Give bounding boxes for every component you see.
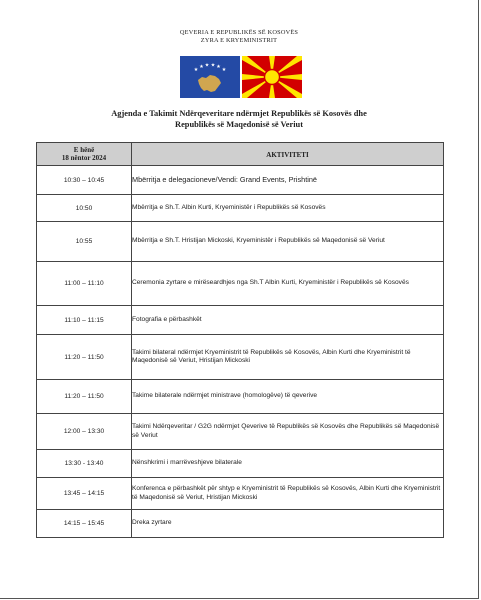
- table-row: [37, 380, 444, 414]
- agenda-table: [36, 142, 444, 538]
- flags-row: [180, 56, 302, 98]
- row-time: 11:00 – 11:10: [37, 262, 132, 306]
- row-time: 13:45 – 14:15: [37, 478, 132, 510]
- agenda-title-line2: Republikës së Maqedonisë së Veriut: [175, 120, 303, 129]
- table-row: [37, 450, 444, 478]
- row-time: 10:55: [37, 222, 132, 262]
- row-time: 11:10 – 11:15: [37, 306, 132, 335]
- agenda-title-line1: Agjenda e Takimit Ndërqeveritare ndërmjet Republikës së Kosovës dhe: [111, 109, 367, 118]
- date-header: [37, 143, 132, 166]
- row-time: 12:00 – 13:30: [37, 414, 132, 450]
- svg-text:★: ★: [199, 64, 204, 70]
- row-activity: Takimi bilateral ndërmjet Kryeministrit të Republikës së Kosovës, Albin Kurti dhe Kryeministrit të Maqedonisë së Veriut, Hristijan Mickoski: [132, 335, 444, 380]
- row-activity: Mbërritja e delegacioneve/Vendi: Grand Events, Prishtinë: [132, 166, 444, 195]
- row-activity: Dreka zyrtare: [132, 510, 444, 538]
- table-row: [37, 195, 444, 222]
- row-time: 10:50: [37, 195, 132, 222]
- svg-text:★: ★: [204, 62, 210, 69]
- row-activity: Takime bilaterale ndërmjet ministrave (homologëve) të qeverive: [132, 380, 444, 414]
- row-time: 13:30 - 13:40: [37, 450, 132, 478]
- table-row: [37, 222, 444, 262]
- table-row: [37, 335, 444, 380]
- table-row: [37, 478, 444, 510]
- table-row: [37, 166, 444, 195]
- north-macedonia-flag: [242, 56, 302, 98]
- table-row: [37, 510, 444, 538]
- svg-text:★: ★: [193, 67, 199, 73]
- row-activity: Fotografia e përbashkët: [132, 306, 444, 335]
- date-weekday: E hënë: [73, 146, 95, 154]
- row-time: 11:20 – 11:50: [37, 335, 132, 380]
- table-row: [37, 262, 444, 306]
- table-row: [37, 414, 444, 450]
- row-activity: Mbërritja e Sh.T. Hristijan Mickoski, Kryeministër i Republikës së Maqedonisë së Veriut: [132, 222, 444, 262]
- row-time: 14:15 – 15:45: [37, 510, 132, 538]
- row-activity: Nënshkrimi i marrëveshjeve bilaterale: [132, 450, 444, 478]
- agenda-title: [0, 108, 478, 130]
- row-activity: Takimi Ndërqeveritar / G2G ndërmjet Qeverive të Republikës së Kosovës dhe Republikës së Maqedonisë së Veriut: [132, 414, 444, 450]
- government-name: QEVERIA E REPUBLIKËS SË KOSOVËS: [179, 29, 299, 36]
- table-header-row: [37, 143, 444, 166]
- row-activity: Mbërritja e Sh.T. Albin Kurti, Kryeministër i Republikës së Kosovës: [132, 195, 444, 222]
- office-name: ZYRA E KRYEMINISTRIT: [200, 37, 278, 44]
- row-activity: Konferenca e përbashkët për shtyp e Kryeministrit të Republikës së Kosovës, Albin Kurti dhe Kryeministrit të Maqedonisë së Veriut, Hristijan Mickoski: [132, 478, 444, 510]
- row-time: 11:20 – 11:50: [37, 380, 132, 414]
- date-day: 18 nëntor 2024: [61, 154, 107, 162]
- activities-header-label: AKTIVITETI: [266, 151, 309, 159]
- svg-text:★: ★: [210, 62, 216, 69]
- svg-text:★: ★: [216, 64, 221, 70]
- row-activity: Ceremonia zyrtare e mirëseardhjes nga Sh.T Albin Kurti, Kryeministër i Republikës së Kosovës: [132, 262, 444, 306]
- row-time: 10:30 – 10:45: [37, 166, 132, 195]
- svg-text:★: ★: [221, 67, 227, 73]
- table-row: [37, 306, 444, 335]
- activities-header: [132, 143, 444, 166]
- document-header: [0, 29, 478, 45]
- kosovo-flag: [180, 56, 240, 98]
